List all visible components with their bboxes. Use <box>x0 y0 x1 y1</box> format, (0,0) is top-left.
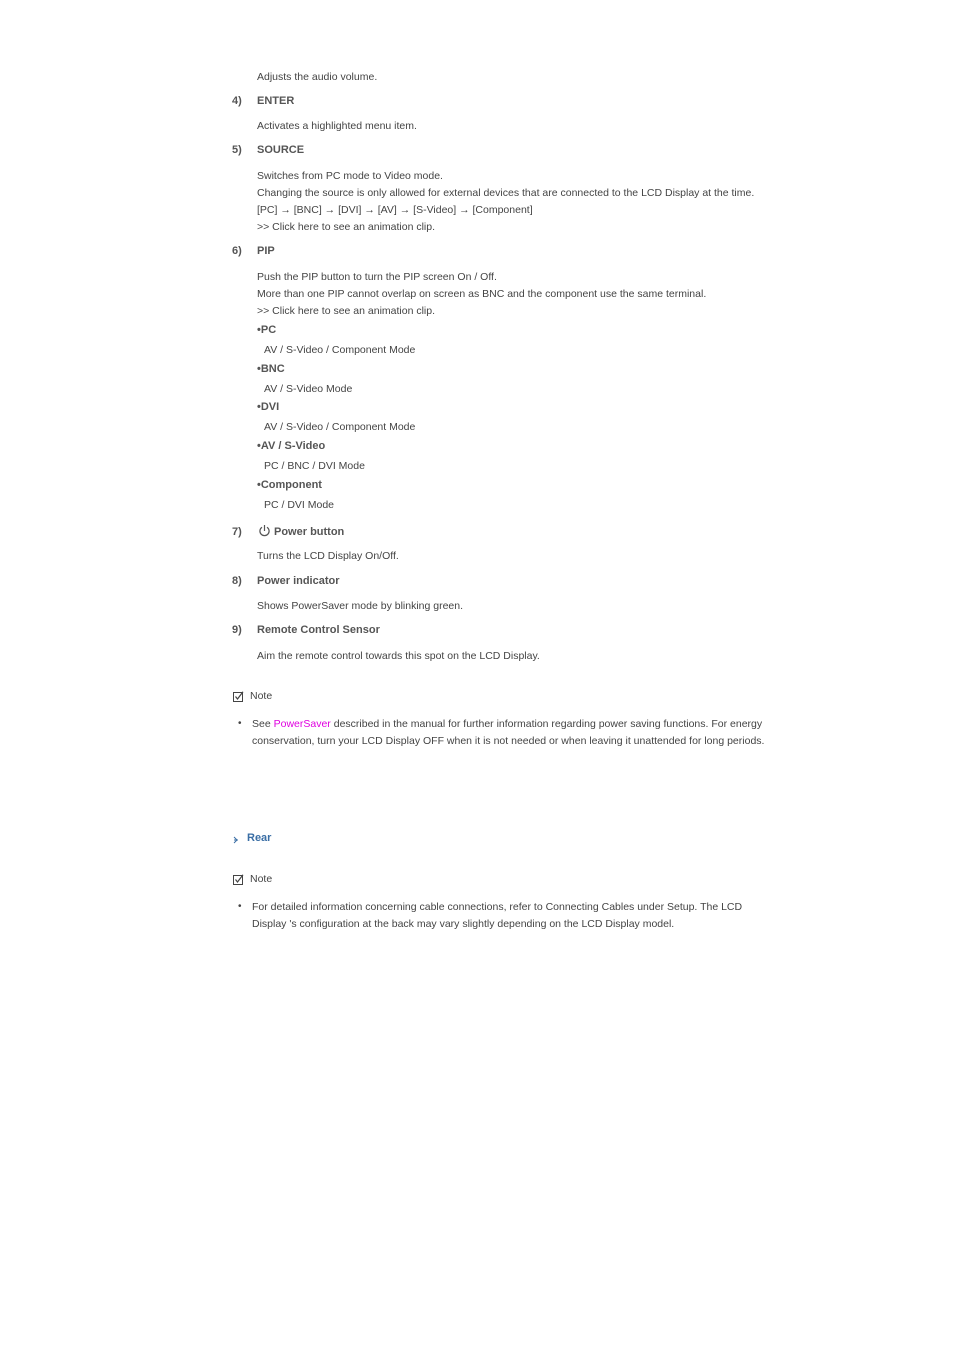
note-text-powersaver: See PowerSaver described in the manual for further information regarding power saving functions. For energy conservation, turn your LCD Display OFF when it is not needed or when leaving it unattended for long periods. <box>252 718 765 747</box>
source-animation-link[interactable]: >> Click here to see an animation clip. <box>257 221 436 233</box>
pip-mode-component: •Component <box>257 479 322 491</box>
item-number-9: 9) <box>232 624 242 636</box>
note-text-cables: For detailed information concerning cable connections, refer to Connecting Cables under Setup. The LCD Display 's configuration at the back may vary slightly depending on the LCD Display model. <box>252 901 743 930</box>
power-icon <box>258 524 271 538</box>
item-title-power-indicator: Power indicator <box>257 575 340 587</box>
item-desc-source-1: Switches from PC mode to Video mode. <box>257 170 443 182</box>
sub-bullet: • <box>257 479 261 491</box>
item-number-4: 4) <box>232 95 242 107</box>
pip-mode-pc: •PC <box>257 324 277 336</box>
pip-mode-av-svideo-desc: PC / BNC / DVI Mode <box>264 460 365 472</box>
item-desc-enter: Activates a highlighted menu item. <box>257 120 417 132</box>
checkbox-icon <box>233 874 244 885</box>
item-title-enter: ENTER <box>257 95 295 107</box>
item-title-source: SOURCE <box>257 144 305 156</box>
note-label: Note <box>250 690 273 702</box>
pip-mode-av-svideo: •AV / S-Video <box>257 440 326 452</box>
item-number-8: 8) <box>232 575 242 587</box>
pip-mode-bnc: •BNC <box>257 363 285 375</box>
item-title-remote-sensor: Remote Control Sensor <box>257 624 380 636</box>
item-number-6: 6) <box>232 245 242 257</box>
note-bullet: • <box>238 718 242 729</box>
item-desc-pip-1: Push the PIP button to turn the PIP screen On / Off. <box>257 271 497 283</box>
pip-animation-link[interactable]: >> Click here to see an animation clip. <box>257 305 436 317</box>
sub-bullet: • <box>257 401 261 413</box>
item-desc-source-2: Changing the source is only allowed for external devices that are connected to the LCD Display at the time. <box>257 187 755 199</box>
item-desc-remote-sensor: Aim the remote control towards this spot on the LCD Display. <box>257 650 540 662</box>
pip-mode-pc-desc: AV / S-Video / Component Mode <box>264 344 416 356</box>
note-bullet: • <box>238 901 242 912</box>
volume-description: Adjusts the audio volume. <box>257 71 378 83</box>
pip-mode-dvi: •DVI <box>257 401 280 413</box>
item-desc-source-3: [PC] → [BNC] → [DVI] → [AV] → [S-Video] → [Component] <box>257 204 533 216</box>
pip-mode-dvi-desc: AV / S-Video / Component Mode <box>264 421 416 433</box>
arrow-right-icon <box>233 836 240 844</box>
pip-mode-component-desc: PC / DVI Mode <box>264 499 335 511</box>
rear-section-link[interactable]: Rear <box>247 832 272 844</box>
pip-mode-bnc-desc: AV / S-Video Mode <box>264 383 353 395</box>
sub-bullet: • <box>257 324 261 336</box>
item-desc-power-button: Turns the LCD Display On/Off. <box>257 550 399 562</box>
item-number-5: 5) <box>232 144 242 156</box>
checkbox-icon <box>233 691 244 702</box>
item-number-7: 7) <box>232 526 242 538</box>
powersaver-link[interactable]: PowerSaver <box>273 718 331 730</box>
item-desc-pip-2: More than one PIP cannot overlap on screen as BNC and the component use the same terminal. <box>257 288 707 300</box>
sub-bullet: • <box>257 363 261 375</box>
note-label: Note <box>250 873 273 885</box>
item-title-pip: PIP <box>257 245 275 257</box>
item-title-power-button: Power button <box>274 526 345 538</box>
sub-bullet: • <box>257 440 261 452</box>
item-desc-power-indicator: Shows PowerSaver mode by blinking green. <box>257 600 464 612</box>
